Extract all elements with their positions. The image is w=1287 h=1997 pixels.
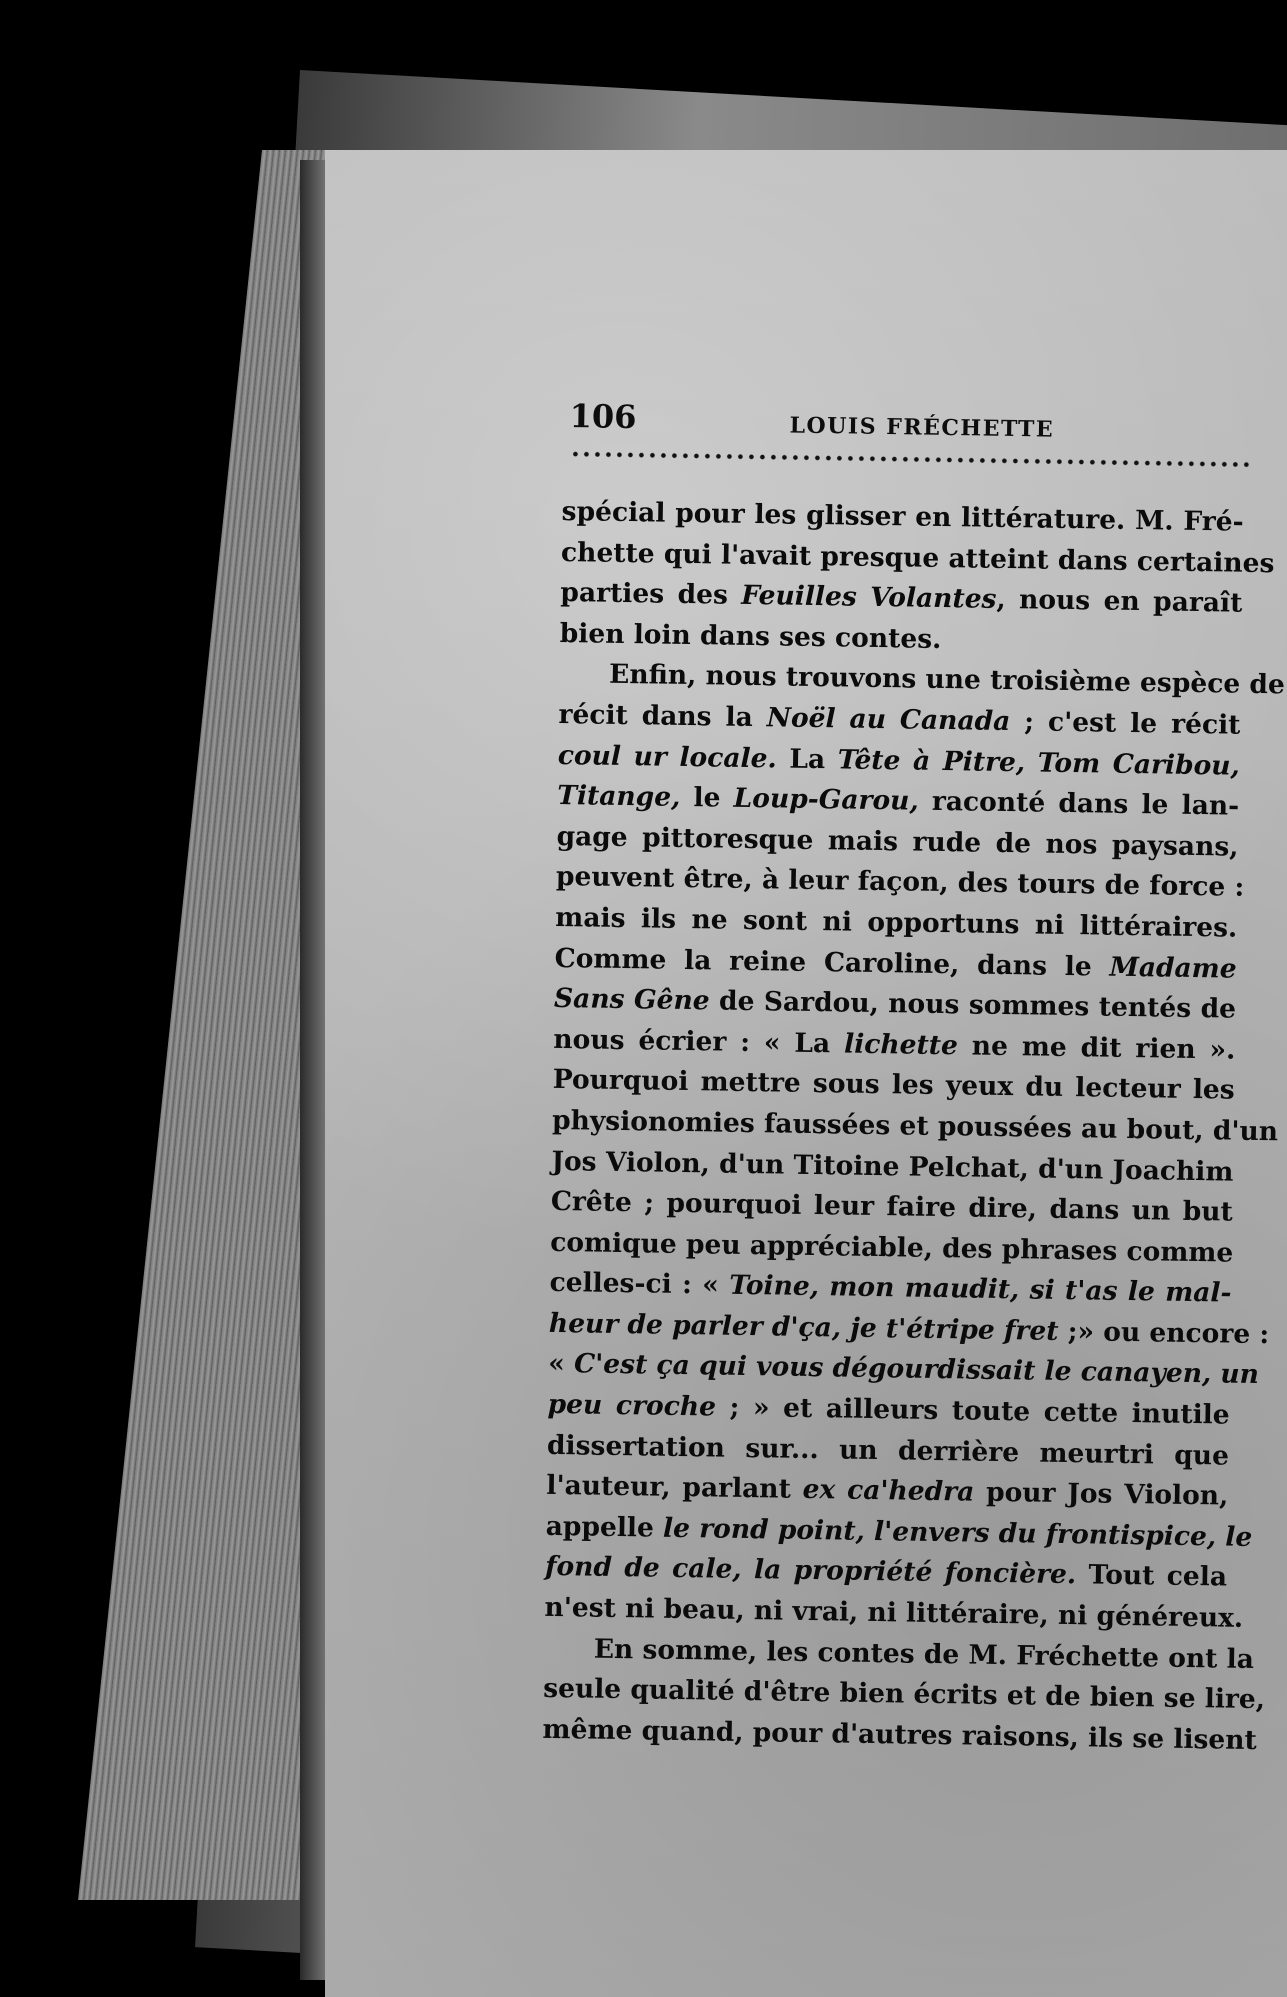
text-segment: de Sardou, nous sommes tentés de bbox=[709, 985, 1237, 1025]
italic-text: Noël au Canada bbox=[766, 702, 1011, 738]
italic-text: C'est ça qui vous dégourdissait le canayen, un bbox=[573, 1348, 1260, 1391]
text-segment: ; » et ailleurs toute cette inutile bbox=[715, 1391, 1230, 1431]
italic-text: Feuilles Volantes bbox=[741, 580, 997, 616]
text-segment: nous écrier : « La bbox=[553, 1023, 845, 1060]
text-segment: mais ils ne sont ni opportuns ni littéraires. bbox=[555, 901, 1238, 944]
text-segment: gage pittoresque mais rude de nos paysans, bbox=[556, 820, 1239, 863]
text-segment: ;» ou encore : bbox=[1058, 1315, 1270, 1351]
running-head: LOUIS FRÉCHETTE bbox=[789, 412, 1055, 443]
italic-text: Tête à Pitre, Tom Caribou, bbox=[837, 743, 1241, 782]
text-segment: récit dans la bbox=[558, 698, 768, 734]
text-segment: Pourquoi mettre sous les yeux du lecteur les bbox=[552, 1064, 1235, 1106]
italic-text: coul ur locale. bbox=[557, 739, 777, 774]
text-segment: appelle bbox=[545, 1510, 664, 1544]
text-segment: Jos Violon, d'un Titoine Pelchat, d'un Joachim bbox=[551, 1145, 1234, 1188]
text-segment: ; c'est le récit bbox=[1010, 706, 1241, 741]
italic-text: fond de cale, la propriété foncière. bbox=[544, 1551, 1077, 1591]
text-segment: Tout cela bbox=[1075, 1559, 1228, 1594]
text-segment: l'auteur, parlant bbox=[546, 1470, 803, 1506]
text-segment: seule qualité d'être bien écrits et de bien se lire, bbox=[542, 1673, 1266, 1716]
italic-text: heur de parler d'ça, je t'étripe fret bbox=[548, 1307, 1059, 1347]
body-text bbox=[542, 492, 1286, 1761]
italic-text: ex ca'hedra bbox=[802, 1474, 975, 1508]
text-segment: parties des bbox=[560, 577, 742, 612]
text-segment: même quand, pour d'autres raisons, ils se lisent bbox=[542, 1713, 1258, 1756]
text-segment: , nous en paraît bbox=[996, 584, 1243, 619]
text-segment: Comme la reine Caroline, dans le bbox=[554, 942, 1110, 983]
text-segment: chette qui l'avait presque atteint dans certaines bbox=[560, 536, 1275, 579]
text-segment: pour Jos Violon, bbox=[974, 1476, 1229, 1512]
text-segment: comique peu appréciable, des phrases comme bbox=[549, 1226, 1234, 1269]
italic-text: Loup-Garou, bbox=[733, 782, 919, 817]
italic-text: Titange, bbox=[556, 780, 681, 814]
text-segment: physionomies faussées et poussées au bout, d'un bbox=[551, 1104, 1279, 1148]
text-segment: « bbox=[548, 1348, 575, 1380]
text-segment: ne me dit rien ». bbox=[957, 1030, 1236, 1066]
text-segment: Crête ; pourquoi leur faire dire, dans un but bbox=[550, 1186, 1234, 1228]
italic-text: Madame bbox=[1109, 951, 1237, 985]
italic-text: lichette bbox=[843, 1028, 959, 1062]
text-segment: En somme, les contes de M. Fréchette ont la bbox=[593, 1633, 1255, 1675]
italic-text: peu croche bbox=[547, 1388, 717, 1423]
italic-text: Sans Gêne bbox=[553, 983, 710, 1017]
text-segment: dissertation sur... un derrière meurtri que bbox=[546, 1429, 1230, 1472]
text-segment: celles-ci : « bbox=[549, 1267, 730, 1302]
text-segment: La bbox=[776, 742, 839, 775]
text-segment: n'est ni beau, ni vrai, ni littéraire, ni généreux. bbox=[544, 1591, 1244, 1634]
text-segment: raconté dans le lan- bbox=[918, 785, 1240, 822]
text-segment: Enfin, nous trouvons une troisième espèce de bbox=[608, 659, 1286, 701]
text-segment: spécial pour les glisser en littérature. M. Fré- bbox=[561, 495, 1244, 538]
italic-text: Toine, mon maudit, si t'as le mal- bbox=[728, 1270, 1232, 1309]
italic-text: le rond point, l'envers du frontispice, le bbox=[662, 1512, 1253, 1553]
text-segment: bien loin dans ses contes. bbox=[559, 617, 942, 655]
text-segment: le bbox=[680, 782, 734, 814]
text-segment: peuvent être, à leur façon, des tours de force : bbox=[555, 861, 1245, 904]
page-number: 106 bbox=[569, 397, 637, 437]
